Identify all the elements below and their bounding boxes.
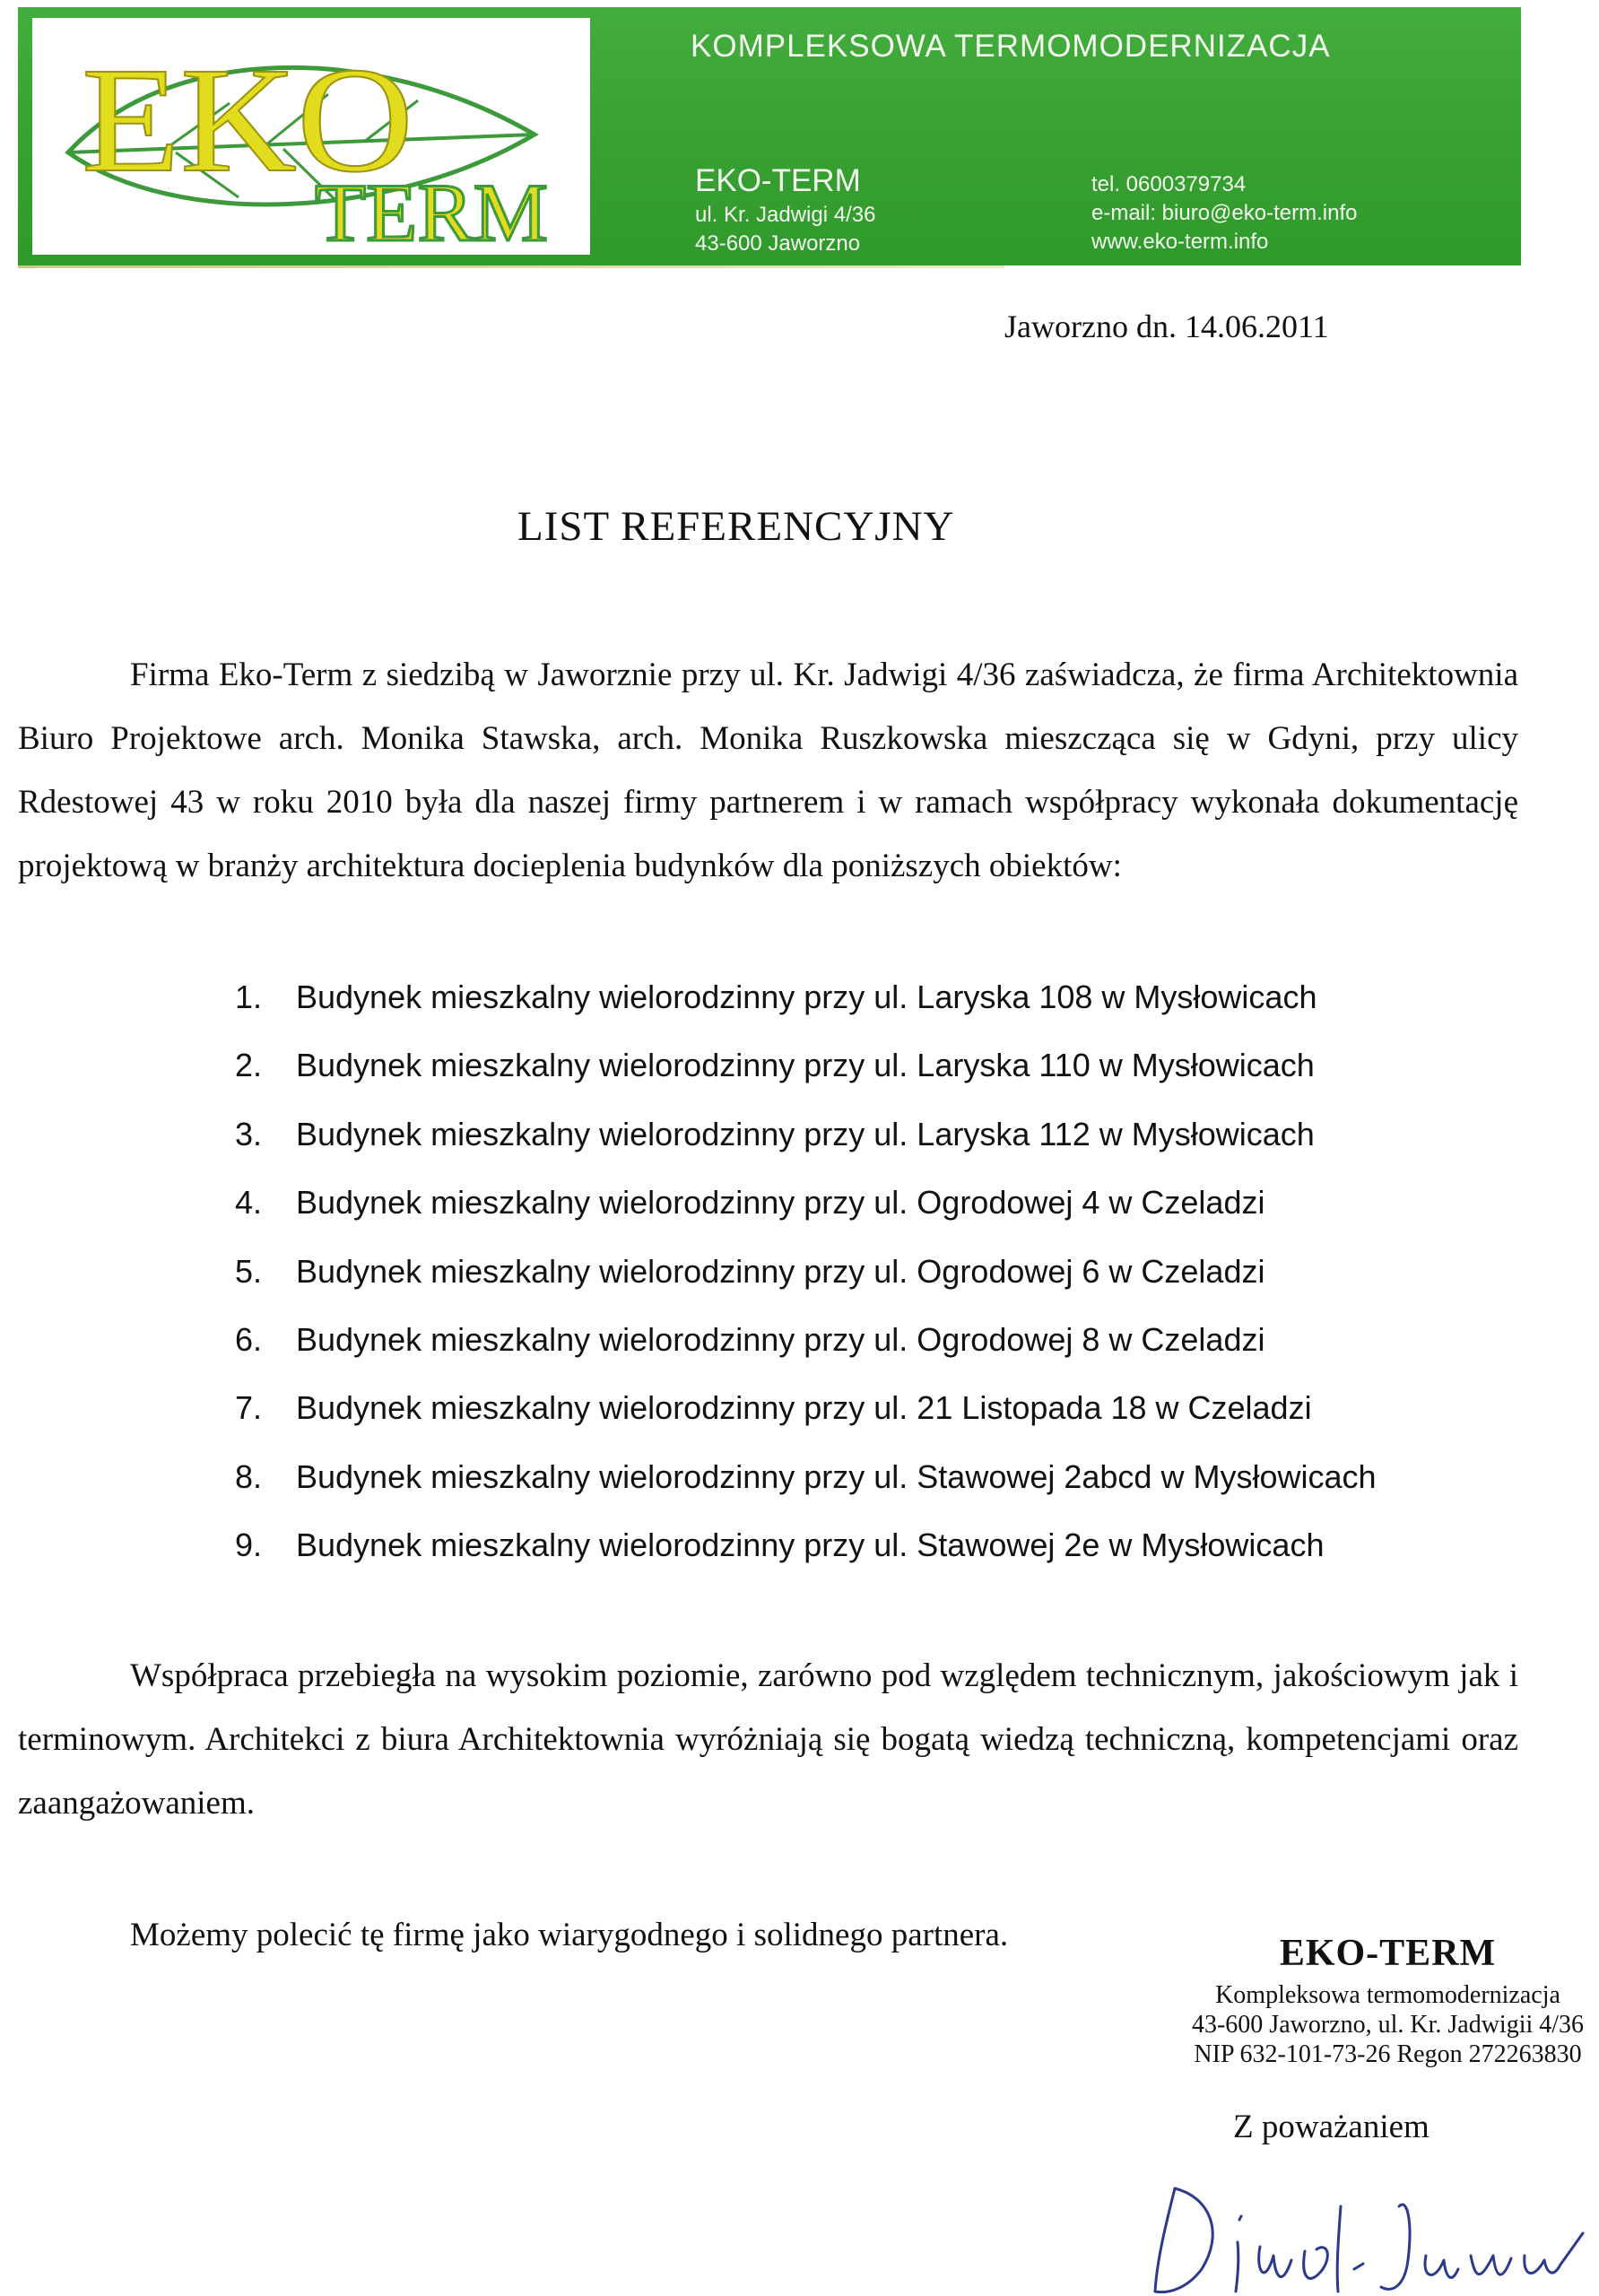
logo-word-eko: EKO <box>82 37 413 204</box>
letterhead-email: e-mail: biuro@eko-term.info <box>1091 201 1358 225</box>
recommendation-paragraph: Możemy polecić tę firmę jako wiarygodnego i solidnego partnera. <box>130 1917 1009 1953</box>
document-title: LIST REFERENCYJNY <box>517 503 955 550</box>
list-item-text: Budynek mieszkalny wielorodzinny przy ul. Stawowej 2e w Mysłowicach <box>296 1526 1325 1564</box>
list-item <box>235 1381 1377 1449</box>
list-item-number: 2. <box>235 1047 263 1084</box>
list-item-number: 3. <box>235 1115 263 1152</box>
list-item <box>235 1039 1377 1107</box>
list-item <box>235 1245 1377 1313</box>
letterhead-divider <box>18 265 1004 268</box>
letterhead-banner <box>18 7 1521 265</box>
list-item-text: Budynek mieszkalny wielorodzinny przy ul. Stawowej 2abcd w Mysłowicach <box>296 1457 1377 1495</box>
objects-list <box>235 970 1377 1587</box>
list-item <box>235 970 1377 1039</box>
letterhead-company-name: EKO-TERM <box>695 163 861 198</box>
stamp-description: Kompleksowa termomodernizacja <box>1215 1981 1560 2009</box>
list-item-text: Budynek mieszkalny wielorodzinny przy ul. Laryska 110 w Mysłowicach <box>296 1047 1315 1084</box>
closing-phrase: Z poważaniem <box>1233 2109 1430 2145</box>
list-item-text: Budynek mieszkalny wielorodzinny przy ul. Laryska 112 w Mysłowicach <box>296 1115 1315 1152</box>
company-stamp <box>1184 1935 1592 2067</box>
intro-paragraph: Firma Eko-Term z siedzibą w Jaworznie przy ul. Kr. Jadwigi 4/36 zaświadcza, że firma Architektownia Biuro Projektowe arch. Monika Stawska, arch. Monika Ruszkowska mieszcząca się w Gdyni, przy ulicy Rdestowej 43 w roku 2010 była dla naszej firmy partnerem i w ramach współpracy wykonała dokumentację projektową w branży architektura docieplenia budynków dla poniższych obiektów: <box>18 657 1518 884</box>
list-item <box>235 1313 1377 1381</box>
letterhead-phone: tel. 0600379734 <box>1091 172 1247 196</box>
letterhead-website: www.eko-term.info <box>1091 230 1269 254</box>
list-item-text: Budynek mieszkalny wielorodzinny przy ul. Ogrodowej 6 w Czeladzi <box>296 1252 1265 1290</box>
list-item-text: Budynek mieszkalny wielorodzinny przy ul. 21 Listopada 18 w Czeladzi <box>296 1389 1312 1427</box>
handwritten-signature <box>1139 2170 1596 2296</box>
list-item-number: 8. <box>235 1457 263 1495</box>
eko-term-logo <box>32 18 590 255</box>
list-item-text: Budynek mieszkalny wielorodzinny przy ul. Laryska 108 w Mysłowicach <box>296 978 1317 1015</box>
stamp-company-name: EKO-TERM <box>1279 1933 1497 1974</box>
list-item <box>235 1108 1377 1176</box>
list-item-number: 1. <box>235 978 263 1015</box>
list-item <box>235 1518 1377 1587</box>
list-item-number: 5. <box>235 1252 263 1290</box>
logo-word-term: TERM <box>315 167 548 255</box>
list-item-number: 7. <box>235 1389 263 1427</box>
letterhead-tagline: KOMPLEKSOWA TERMOMODERNIZACJA <box>691 29 1331 64</box>
date-line: Jaworzno dn. 14.06.2011 <box>1004 309 1329 344</box>
stamp-tax-ids: NIP 632-101-73-26 Regon 272263830 <box>1194 2040 1582 2068</box>
list-item-text: Budynek mieszkalny wielorodzinny przy ul. Ogrodowej 8 w Czeladzi <box>296 1320 1265 1358</box>
list-item <box>235 1176 1377 1244</box>
letterhead-street: ul. Kr. Jadwigi 4/36 <box>695 203 876 227</box>
letterhead-city: 43-600 Jaworzno <box>695 231 861 256</box>
list-item-text: Budynek mieszkalny wielorodzinny przy ul. Ogrodowej 4 w Czeladzi <box>296 1184 1265 1222</box>
logo-graphic <box>32 18 590 255</box>
list-item <box>235 1450 1377 1518</box>
list-item-number: 4. <box>235 1184 263 1222</box>
cooperation-paragraph: Współpraca przebiegła na wysokim poziomie, zarówno pod względem technicznym, jakościowym jak i terminowym. Architekci z biura Architektownia wyróżniają się bogatą wiedzą techniczną, kompetencjami oraz zaangażowaniem. <box>18 1657 1518 1822</box>
stamp-address: 43-600 Jaworzno, ul. Kr. Jadwigii 4/36 <box>1191 2011 1585 2039</box>
list-item-number: 9. <box>235 1526 263 1564</box>
list-item-number: 6. <box>235 1320 263 1358</box>
